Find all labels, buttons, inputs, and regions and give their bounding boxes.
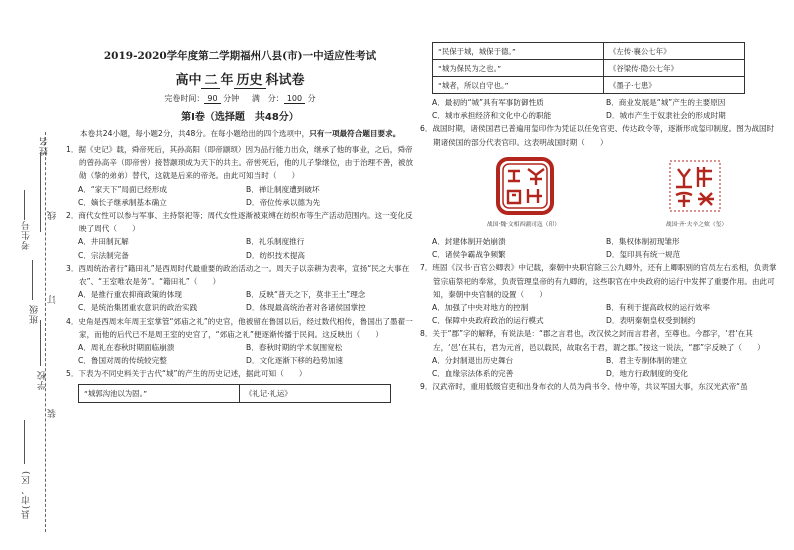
seal-mark-zhuang: 装 xyxy=(48,408,58,418)
exam-meta xyxy=(66,93,414,104)
grade-value: 二 xyxy=(201,69,220,89)
option-b[interactable]: B．反映“普天之下，莫非王土”理念 xyxy=(246,290,366,300)
question-1 xyxy=(66,143,414,209)
score-unit: 分 xyxy=(307,94,316,103)
table-cell-quote: “城郭沟池以为固。” xyxy=(79,384,240,402)
question-stem: 8．关于“郡”字的解释，有说法是：“郡之言君也，改汉侯之封而言君者，至尊也。今郡字，‘君’在其左，‘邑’在其右，君为元首，邑以载民，故取名于君，谓之郡。”按这一说法，“郡”字反映了（ ） xyxy=(420,329,765,352)
seal-mark-xian: 线 xyxy=(48,210,58,220)
question-8 xyxy=(420,327,780,380)
time-label: 完卷时间： xyxy=(164,94,205,103)
instruction-emphasis: 只有一项最符合题目要求。 xyxy=(309,129,401,138)
time-unit: 分钟 xyxy=(223,94,240,103)
score-label: 满 分： xyxy=(251,94,284,103)
seal-caption-wei: 战国·魏·文相西疆司寇（印） xyxy=(486,221,561,228)
section-instruction: 本卷共24小题，每小题2分，共48分。在每小题给出的四个选项中，只有一项最符合题目要求。 xyxy=(80,129,401,138)
question-stem: 5．下表为不同史料关于古代“城”的产生的历史记述，据此可知（ ） xyxy=(66,369,307,379)
option-b[interactable]: B．禅让制度遭到破坏 xyxy=(246,184,320,194)
source-table xyxy=(78,384,391,403)
grade-prefix: 高中 xyxy=(175,73,202,88)
option-d[interactable]: D．表明秦朝皇权受到制约 xyxy=(606,316,696,326)
binding-label-class: 班级 xyxy=(30,304,40,324)
right-column xyxy=(420,40,780,393)
option-c[interactable]: C．城市承担经济和文化中心的职能 xyxy=(432,111,552,121)
question-6 xyxy=(420,122,780,261)
name-blank-line xyxy=(40,152,41,232)
option-a[interactable]: A．分封制退出历史舞台 xyxy=(432,355,514,365)
class-blank-line xyxy=(32,260,33,300)
seal-wei-image xyxy=(494,155,556,217)
grade-mid: 年 xyxy=(220,73,234,88)
question-stem: 7．班固《汉书·百官公卿表》中记载，秦朝中央职官除三公九卿外，还有上卿职别的官员左右丞相，负责掌管宗庙祭祀的奉常，负责管理皇帝的有九卿的，这些职官在中央政府的运行中发挥了重要作用。由此可知，秦朝中央官制的设置（ ） xyxy=(420,263,777,299)
question-stem: 3．西周统治者行“籍田礼”是西周时代最重要的政治活动之一。周天子以亲耕为表率，宣扬“民之大事在农”、“王室唯农是务”。“籍田礼”（ ） xyxy=(66,263,410,287)
subject-value: 历史 xyxy=(234,69,266,89)
seal-captions xyxy=(420,219,780,232)
option-c[interactable]: C．宗法制完备 xyxy=(78,250,129,260)
exam-no-blank-line xyxy=(24,190,25,220)
seal-caption-qi: 战国·齐·夫辛之欸（玺） xyxy=(665,221,728,228)
option-b[interactable]: B．君主专制体制的建立 xyxy=(606,355,688,365)
subject-title xyxy=(66,69,414,89)
table-cell-source: 《礼记·礼运》 xyxy=(240,384,391,402)
table-cell-source: 《谷梁传·隐公七年》 xyxy=(604,60,745,77)
question-stem: 2．商代女性可以参与军事、主持祭祀等；周代女性逐渐被束缚在纺织布等生产活动范围内。这一变化反映了周代（ ） xyxy=(66,211,413,234)
exam-title: 2019-2020学年度第二学期福州八县(市)一中适应性考试 xyxy=(103,50,377,62)
option-d[interactable]: D．帝位传承以德为先 xyxy=(246,197,321,207)
county-blank-line xyxy=(24,420,25,464)
seal-mark-ding: 订 xyxy=(48,294,58,304)
option-d[interactable]: D．体现最高统治者对各诸侯国掌控 xyxy=(246,303,366,313)
question-stem: 4．史角是西周末年周王室掌管“郊庙之礼”的史官，他被留在鲁国以后，经过数代相传，鲁国出了墨翟一家，而他的后代已不是周王室的史官了，“郊庙之礼”便逐渐传播于民间。这反映出（ ） xyxy=(66,316,413,339)
question-2 xyxy=(66,209,414,262)
option-d[interactable]: D．玺印具有统一规范 xyxy=(606,250,681,260)
question-options xyxy=(420,354,780,380)
question-options xyxy=(420,301,780,327)
table-cell-source: 《墨子·七患》 xyxy=(604,77,745,94)
question-options xyxy=(66,288,414,314)
option-d[interactable]: D．地方行政制度的变化 xyxy=(606,369,688,379)
question-7 xyxy=(420,261,780,327)
question-stem: 1．据《史记》载，舜帝死后，其孙高阳（即帝颛顼）因为品行能力出众，继承了他的事业，之后，舜帝的曾孙高辛（即帝喾）接替颛顼成为天下的共主。帝喾死后，他的儿子挚继位，由于治理不善，被放勋（挚的弟弟）替代，这就是后来的帝尧。由此可知当时（ ） xyxy=(66,145,414,181)
table-row xyxy=(79,384,391,402)
binding-label-school: 学校 xyxy=(38,370,48,390)
seal-wei-icon xyxy=(494,155,556,217)
option-a[interactable]: A．最初的“城”具有军事防御性质 xyxy=(432,98,544,107)
question-options xyxy=(420,235,780,261)
question-3 xyxy=(66,262,414,315)
question-stem: 9．汉武帝时，重用低级官吏和出身布衣的人员为尚书令、侍中等，共议军国大事，东汉光武帝“虽 xyxy=(420,382,748,392)
table-row xyxy=(433,60,745,77)
table-cell-quote: “民保于城，城保于德。” xyxy=(433,43,604,60)
question-4 xyxy=(66,315,414,368)
seal-images xyxy=(420,155,780,217)
question-options xyxy=(66,183,414,209)
option-d[interactable]: D．纺织技术提高 xyxy=(246,250,306,260)
binding-label-name: 姓名 xyxy=(40,136,50,156)
option-c[interactable]: C．血缘宗法体系的完善 xyxy=(432,369,514,379)
question-options xyxy=(420,96,780,122)
binding-margin xyxy=(0,40,64,540)
binding-label-county: 县(市、区) xyxy=(22,470,32,520)
school-blank-line xyxy=(40,320,41,366)
question-stem: 6．战国时期，诸侯国君已普遍用玺印作为凭证以任免官吏、传达政令等，逐渐形成玺印制度。图为战国时期诸侯国的部分代表官印。这表明战国时期（ ） xyxy=(420,124,775,147)
option-a[interactable]: A．封建体制开始崩溃 xyxy=(432,237,506,247)
seal-qi-icon xyxy=(664,155,726,217)
binding-label-exam-no: 考生号 xyxy=(22,220,32,250)
question-5 xyxy=(66,367,414,402)
seal-dashed-line xyxy=(45,132,46,532)
option-a[interactable]: A．井田制瓦解 xyxy=(78,237,129,247)
section-title: 第Ⅰ卷（选择题 共48分） xyxy=(181,112,299,123)
table-cell-quote: “城者，所以自守也。” xyxy=(433,77,604,94)
option-b[interactable]: B．礼乐制度推行 xyxy=(246,237,305,247)
table-row xyxy=(433,43,745,60)
option-b[interactable]: B．集权体制初现雏形 xyxy=(606,237,680,247)
subject-suffix: 科试卷 xyxy=(265,73,305,88)
score-value: 100 xyxy=(284,94,305,104)
question-options xyxy=(66,235,414,261)
option-a[interactable]: A．周礼在春秋时期面临崩溃 xyxy=(78,343,175,353)
option-a[interactable]: A．“家天下”局面已经形成 xyxy=(78,184,167,194)
option-b[interactable]: B．商业发展是“城”产生的主要原因 xyxy=(606,98,726,107)
seal-qi-image xyxy=(664,155,726,217)
time-value: 90 xyxy=(204,94,220,104)
option-c[interactable]: C．诸侯争霸战争频繁 xyxy=(432,250,506,260)
option-b[interactable]: B．有利于提高政权的运行效率 xyxy=(606,303,710,313)
table-cell-source: 《左传·襄公七年》 xyxy=(604,43,745,60)
source-table-continued xyxy=(432,42,745,94)
option-c[interactable]: C．是统治集团重农意识的政治实践 xyxy=(78,303,198,313)
left-column xyxy=(66,40,414,405)
table-cell-quote: “城为保民为之也。” xyxy=(433,60,604,77)
question-options xyxy=(66,341,414,367)
option-c[interactable]: C．保障中央政府政治的运行模式 xyxy=(432,316,544,326)
option-b[interactable]: B．春秋时期的学术氛围宽松 xyxy=(246,343,343,353)
option-a[interactable]: A．加强了中央对地方的控制 xyxy=(432,303,529,313)
question-9 xyxy=(420,380,780,393)
table-row xyxy=(433,77,745,94)
option-d[interactable]: D．城市产生于奴隶社会的形成时期 xyxy=(606,111,726,121)
option-c[interactable]: C．嫡长子继承制基本确立 xyxy=(78,197,167,207)
option-d[interactable]: D．文化逐渐下移的趋势加速 xyxy=(246,356,343,366)
option-a[interactable]: A．是推行重农抑商政策的体现 xyxy=(78,290,182,300)
option-c[interactable]: C．鲁国对周的传统较完整 xyxy=(78,356,167,366)
question-5-options xyxy=(420,96,780,122)
